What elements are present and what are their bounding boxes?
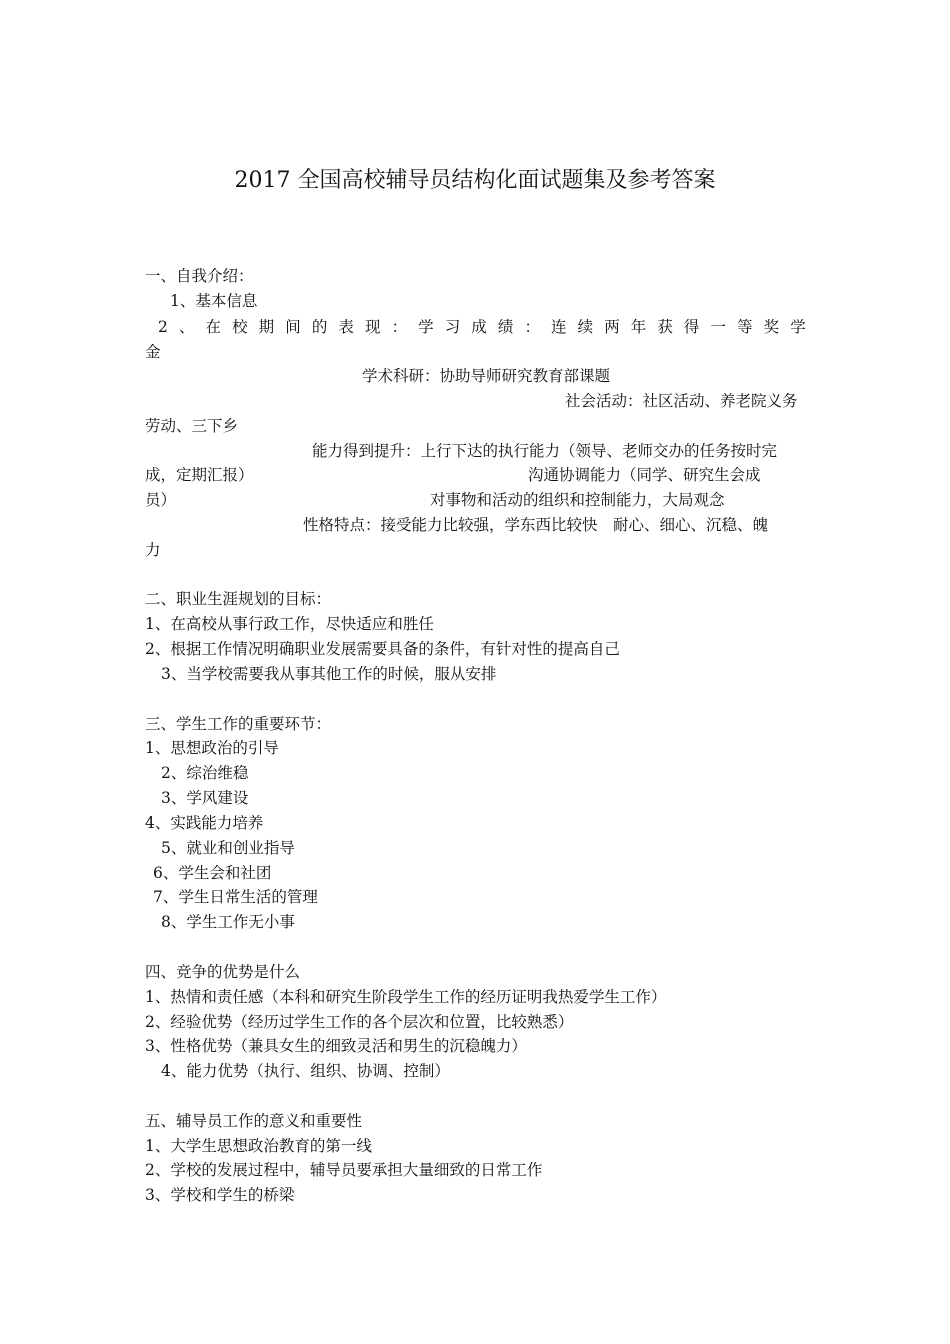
section-3-item: 6、学生会和社团: [153, 864, 272, 882]
school-performance-char: 等: [737, 318, 753, 336]
school-performance-char: 在: [205, 318, 222, 336]
document-title: 2017 全国高校辅导员结构化面试题集及参考答案: [234, 168, 716, 193]
school-performance-char: 两: [604, 318, 620, 336]
section-3-item: 2、综治维稳: [161, 764, 249, 782]
academic-research-line: 学术科研：协助导师研究教育部课题: [362, 367, 611, 385]
personality-wrap: 力: [145, 541, 161, 559]
school-performance-char: 连: [551, 318, 567, 336]
section-3-item: 8、学生工作无小事: [161, 913, 295, 931]
section-5-item: 2、学校的发展过程中，辅导员要承担大量细致的日常工作: [145, 1161, 543, 1179]
ability-line: 能力得到提升：上行下达的执行能力（领导、老师交办的任务按时完: [312, 442, 778, 460]
school-performance-char: 学: [418, 318, 434, 336]
school-performance-char: 学: [790, 318, 806, 336]
basic-info-line: 1、基本信息: [170, 292, 258, 310]
section-2-heading: 二、职业生涯规划的目标：: [145, 590, 332, 608]
section-3-item: 5、就业和创业指导: [161, 839, 295, 857]
school-performance-char: 年: [630, 318, 647, 336]
section-3-heading: 三、学生工作的重要环节：: [145, 715, 332, 733]
school-performance-char: 成: [471, 318, 487, 336]
school-performance-char: 间: [285, 318, 301, 336]
school-performance-char: 的: [311, 318, 328, 336]
personality-line: 性格特点：接受能力比较强，学东西比较快 耐心、细心、沉稳、魄: [303, 516, 769, 534]
section-5-item: 3、学校和学生的桥梁: [145, 1186, 295, 1204]
section-1-heading: 一、自我介绍：: [145, 267, 254, 285]
school-performance-char: 校: [232, 318, 248, 336]
section-2-item: 2、根据工作情况明确职业发展需要具备的条件，有针对性的提高自己: [145, 640, 620, 658]
school-performance-char: 、: [178, 318, 195, 336]
section-4-heading: 四、竞争的优势是什么: [145, 963, 301, 981]
school-performance-char: 习: [444, 318, 461, 336]
social-activity-wrap: 劳动、三下乡: [145, 417, 239, 435]
section-4-item: 2、经验优势（经历过学生工作的各个层次和位置，比较熟悉）: [145, 1013, 574, 1031]
section-2-item: 1、在高校从事行政工作，尽快适应和胜任: [145, 615, 434, 633]
section-4-item: 1、热情和责任感（本科和研究生阶段学生工作的经历证明我热爱学生工作）: [145, 988, 667, 1006]
section-5-item: 1、大学生思想政治教育的第一线: [145, 1137, 372, 1155]
school-performance-char: 期: [258, 318, 275, 336]
school-performance-wrap: 金: [145, 343, 161, 361]
section-5-heading: 五、辅导员工作的意义和重要性: [145, 1112, 363, 1130]
section-4-item: 3、性格优势（兼具女生的细致灵活和男生的沉稳魄力）: [145, 1037, 527, 1055]
section-3-item: 4、实践能力培养: [145, 814, 264, 832]
school-performance-char: 绩: [497, 318, 514, 336]
school-performance-char: 续: [577, 318, 594, 336]
school-performance-char: ：: [391, 318, 408, 336]
ability-wrap: 成，定期汇报）: [145, 466, 254, 484]
section-3-item: 3、学风建设: [161, 789, 249, 807]
social-activity-line: 社会活动：社区活动、养老院义务: [565, 392, 798, 410]
school-performance-char: 表: [338, 318, 354, 336]
section-4-item: 4、能力优势（执行、组织、协调、控制）: [161, 1062, 450, 1080]
school-performance-char: 获: [657, 318, 673, 336]
organization-line: 对事物和活动的组织和控制能力，大局观念: [430, 491, 725, 509]
school-performance-char: 得: [683, 318, 700, 336]
communication-wrap: 员）: [145, 491, 177, 509]
school-performance-char: 2: [158, 318, 168, 336]
school-performance-char: 奖: [763, 318, 780, 336]
school-performance-char: 现: [364, 318, 381, 336]
school-performance-char: ：: [524, 318, 540, 336]
communication-line: 沟通协调能力（同学、研究生会成: [528, 466, 761, 484]
section-3-item: 1、思想政治的引导: [145, 739, 279, 757]
section-2-item: 3、当学校需要我从事其他工作的时候，服从安排: [161, 665, 497, 683]
section-3-item: 7、学生日常生活的管理: [153, 888, 318, 906]
school-performance-char: 一: [710, 318, 727, 336]
school-performance-line: [158, 317, 806, 337]
